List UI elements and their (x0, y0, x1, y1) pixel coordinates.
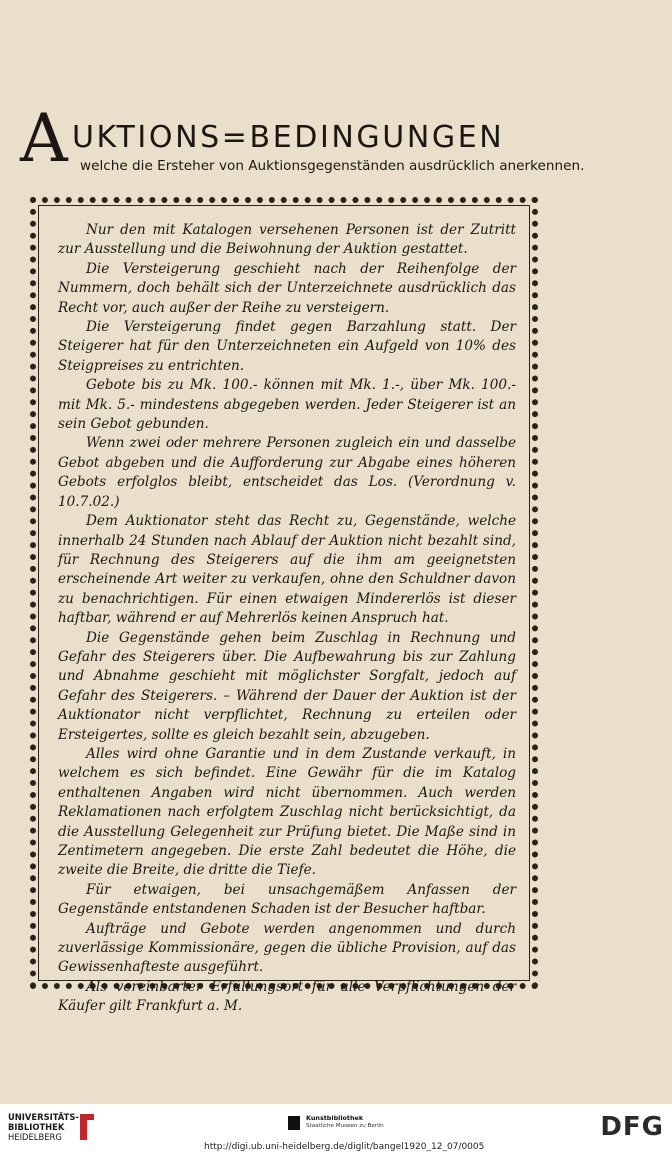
paragraph: Für etwaigen, bei unsachgemäßem Anfassen der Gegenstände entstandenen Schaden ist der Besucher haftbar. (58, 881, 516, 918)
paragraph: Die Gegenstände gehen beim Zuschlag in Rechnung und Gefahr des Steigerers über. Die Aufbewahrung bis zur Zahlung und Abnahme geschieht mit möglichster Sorgfalt, jedoch auf Gefahr des Steigerers. – Während der Dauer der Auktion ist der Auktionator nicht verpflichtet, Rechnung zu erteilen oder Ersteigertes, sollte es gleich bezahlt sein, abzugeben. (58, 629, 516, 743)
page-title (20, 100, 660, 182)
paragraph: Wenn zwei oder mehrere Personen zugleich ein und dasselbe Gebot abgeben und die Aufforderung zur Abgabe eines höheren Gebots erfolglos bleibt, entscheidet das Los. (Verordnung v. 10.7.02.) (58, 435, 516, 510)
dfg-logo[interactable]: DFG (600, 1112, 664, 1142)
ub-heidelberg-logo[interactable] (8, 1110, 100, 1150)
paragraph: Alles wird ohne Garantie und in dem Zustande verkauft, in welchem es sich befindet. Eine Gewähr für die im Katalog enthaltenen Angaben wird nicht übernommen. Auch werden Reklamationen nach erfolgtem Zuschlag nicht berücksichtigt, da die Ausstellung Gelegenheit zur Prüfung bietet. Die Maße sind in Zentimetern angegeben. Die erste Zahl bedeutet die Höhe, die zweite die Breite, die dritte die Tiefe. (58, 745, 516, 879)
ub-line: BIBLIOTHEK (8, 1122, 65, 1132)
ub-line: UNIVERSITÄTS- (8, 1112, 79, 1122)
paragraph: Die Versteigerung geschieht nach der Reihenfolge der Nummern, doch behält sich der Unterzeichnete ausdrücklich das Recht vor, auch außer der Reihe zu versteigern. (58, 260, 516, 316)
paragraph: Nur den mit Katalogen versehenen Personen ist der Zutritt zur Ausstellung und die Beiwohnung der Auktion gestattet. (58, 222, 516, 258)
ub-mark-icon (78, 1112, 96, 1142)
kb-square-icon (288, 1116, 300, 1130)
kb-name: Kunstbibliothek (306, 1114, 364, 1122)
paragraph: Als vereinbarter Erfüllungsort für alle Verpflichtungen der Käufer gilt Frankfurt a. M. (58, 978, 516, 1015)
paragraph: Gebote bis zu Mk. 100.- können mit Mk. 1.-, über Mk. 100.- mit Mk. 5.- mindestens abgegeben werden. Jeder Steigerer ist an sein Gebot gebunden. (58, 377, 516, 433)
kb-subtitle: Staatliche Museen zu Berlin (306, 1123, 384, 1129)
paragraph: Dem Auktionator steht das Recht zu, Gegenstände, welche innerhalb 24 Stunden nach Ablauf der Auktion nicht bezahlt sind, für Rechnung des Steigerers auf die ihm am geeignetsten erscheinende Art weiter zu verkaufen, ohne den Schuldner davon zu benachrichtigen. Für einen etwaigen Mindererlös ist dieser haftbar, während er auf Mehrerlös keinen Anspruch hat. (58, 513, 516, 627)
footer-bar (0, 1104, 672, 1153)
ub-line: HEIDELBERG (8, 1132, 62, 1142)
paragraph: Aufträge und Gebote werden angenommen und durch zuverlässige Kommissionäre, gegen die übliche Provision, auf das Gewissenhafteste ausgeführt. (58, 920, 516, 976)
subtitle: welche die Ersteher von Auktionsgegenständen ausdrücklich anerkennen. (80, 158, 585, 174)
source-url-link[interactable]: http://digi.ub.uni-heidelberg.de/diglit/bangel1920_12_07/0005 (204, 1142, 485, 1152)
conditions-text (58, 221, 516, 1015)
ub-logo-text (8, 1112, 79, 1142)
ornamental-frame (30, 197, 538, 1015)
kunstbibliothek-logo[interactable] (288, 1114, 448, 1138)
title-text: UKTIONS=BEDINGUNGEN (72, 120, 505, 155)
title-initial: A (20, 100, 68, 177)
paragraph: Die Versteigerung findet gegen Barzahlung statt. Der Steigerer hat für den Unterzeichneten ein Aufgeld von 10% des Steigpreises zu entrichten. (58, 319, 516, 374)
